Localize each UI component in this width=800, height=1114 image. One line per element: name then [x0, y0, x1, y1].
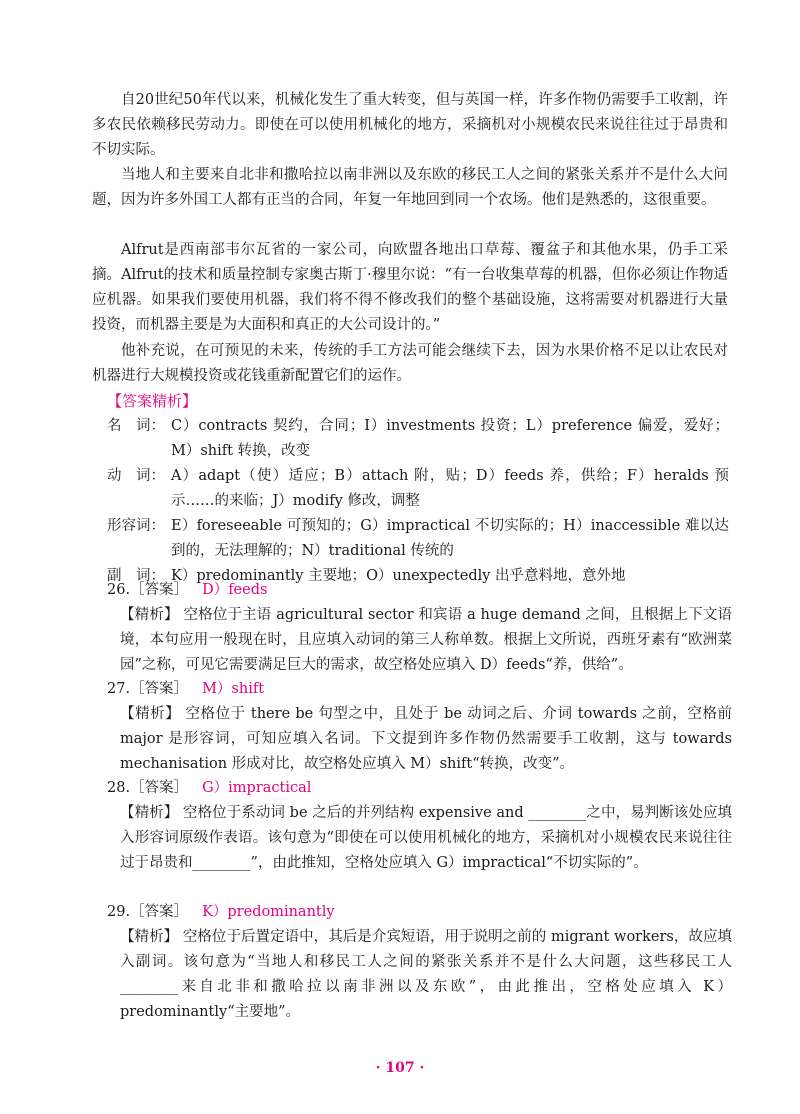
- vocab-label: 副 词：: [107, 568, 165, 584]
- analysis-text: 空格位于系动词 be 之后的并列结构 expensive and ________之中，易判断该处应填入形容词原级作表语。该句意为“即使在可以使用机械化的地方，采摘机对小规模农民来说往往过于昂贵和________”，由此推知，空格处应填入 G）impractical“不切实际的”。: [120, 805, 733, 871]
- question-28-answer-line: [107, 776, 311, 800]
- page-number: · 107 ·: [375, 1060, 425, 1076]
- answer-label: ［答案］: [130, 780, 189, 796]
- question-number: 26.: [107, 582, 131, 598]
- question-29-answer-line: [107, 900, 335, 924]
- analysis-label: 【精析】: [120, 805, 179, 821]
- question-26-answer-line: [107, 578, 267, 602]
- vocab-label: 名 词：: [107, 418, 165, 434]
- vocab-label: 动 词：: [107, 468, 165, 484]
- question-number: 29.: [107, 904, 131, 920]
- answer-label: ［答案］: [130, 681, 189, 697]
- answer-value: M）shift: [202, 681, 265, 697]
- question-26-analysis: [120, 603, 732, 678]
- analysis-label: 【精析】: [120, 607, 179, 623]
- vocab-text: K）predominantly 主要地；O）unexpectedly 出乎意料地，意外地: [171, 568, 626, 584]
- answer-value: G）impractical: [202, 780, 312, 796]
- question-28-analysis: [120, 801, 732, 876]
- analysis-heading: 【答案精析】: [107, 392, 198, 410]
- analysis-label: 【精析】: [120, 706, 181, 722]
- vocab-label: 形容词：: [107, 518, 165, 534]
- analysis-text: 空格位于主语 agricultural sector 和宾语 a huge demand 之间，且根据上下文语境，本句应用一般现在时，且应填入动词的第三人称单数。根据上文所说，西班牙素有“欧洲菜园”之称，可见它需要满足巨大的需求，故空格处应填入 D）feeds“养，供给”。: [120, 607, 733, 673]
- vocab-text: E）foreseeable 可预知的；G）impractical 不切实际的；H）inaccessible 难以达到的，无法理解的；N）traditional 传统的: [171, 518, 729, 559]
- question-number: 27.: [107, 681, 131, 697]
- vocab-text: A）adapt（使）适应；B）attach 附，贴；D）feeds 养，供给；F）heralds 预示……的来临；J）modify 修改，调整: [171, 468, 729, 509]
- answer-value: K）predominantly: [202, 904, 335, 920]
- passage-paragraph: 当地人和主要来自北非和撒哈拉以南非洲以及东欧的移民工人之间的紧张关系并不是什么大问题，因为许多外国工人都有正当的合同，年复一年地回到同一个农场。他们是熟悉的，这很重要。: [92, 167, 728, 208]
- answer-label: ［答案］: [130, 582, 189, 598]
- question-27-analysis: [120, 702, 732, 777]
- passage-paragraph: Alfrut是西南部韦尔瓦省的一家公司，向欧盟各地出口草莓、覆盆子和其他水果，仍手工采摘。Alfrut的技术和质量控制专家奥古斯丁·穆里尔说：“有一台收集草莓的机器，但你必须让作物适应机器。如果我们要使用机器，我们将不得不修改我们的整个基础设施，这将需要对机器进行大量投资，而机器主要是为大面积和真正的大公司设计的。”: [92, 242, 728, 333]
- analysis-text: 空格位于后置定语中，其后是介宾短语，用于说明之前的 migrant workers，故应填入副词。该句意为“当地人和移民工人之间的紧张关系并不是什么大问题，这些移民工人________来自北非和撒哈拉以南非洲以及东欧”，由此推出，空格处应填入 K）predominantly“主要地”。: [120, 929, 733, 1020]
- question-29-analysis: [120, 925, 732, 1025]
- question-number: 28.: [107, 780, 131, 796]
- analysis-label: 【精析】: [120, 929, 179, 945]
- answer-label: ［答案］: [130, 904, 189, 920]
- vocab-text: C）contracts 契约，合同；I）investments 投资；L）preference 偏爱，爱好；M）shift 转换，改变: [171, 418, 729, 459]
- passage-paragraph: 他补充说，在可预见的未来，传统的手工方法可能会继续下去，因为水果价格不足以让农民对机器进行大规模投资或花钱重新配置它们的运作。: [92, 343, 728, 384]
- analysis-text: 空格位于 there be 句型之中，且处于 be 动词之后、介词 towards 之前，空格前 major 是形容词，可知应填入名词。下文提到许多作物仍然需要手工收割，这与 towards mechanisation 形成对比，故空格处应填入 M）shift“转换，改变”。: [120, 706, 733, 772]
- question-27-answer-line: [107, 677, 264, 701]
- answer-value: D）feeds: [202, 582, 268, 598]
- passage-paragraph: 自20世纪50年代以来，机械化发生了重大转变，但与英国一样，许多作物仍需要手工收割，许多农民依赖移民劳动力。即使在可以使用机械化的地方，采摘机对小规模农民来说往往过于昂贵和不切实际。: [92, 92, 728, 158]
